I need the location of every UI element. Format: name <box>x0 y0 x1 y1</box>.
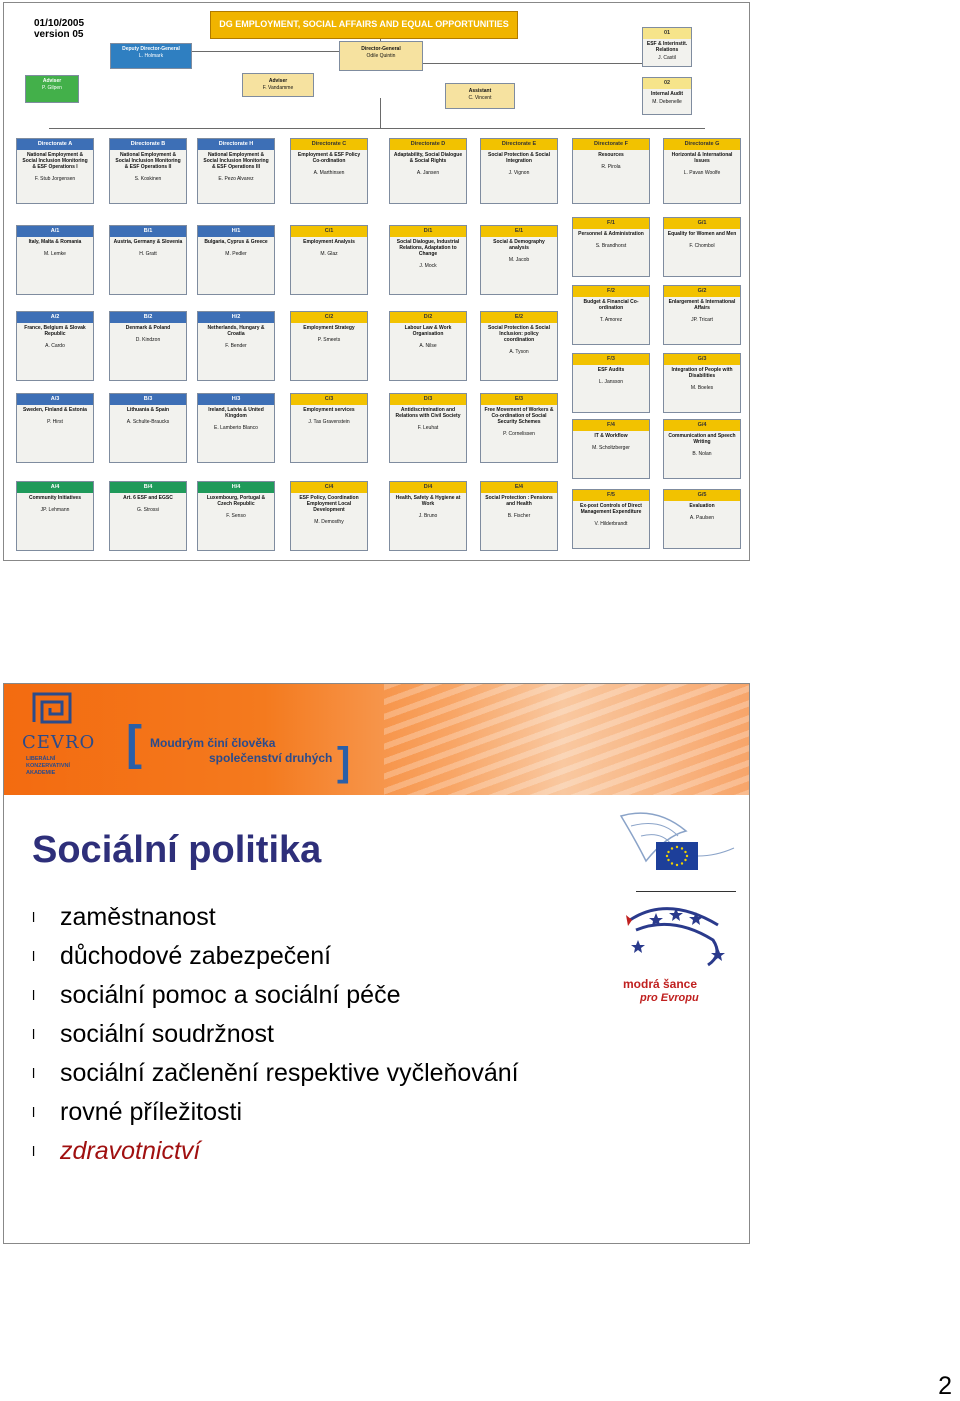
adviser-mid-title: Adviser <box>268 78 288 84</box>
unit-box <box>109 311 187 381</box>
unit-box <box>197 393 275 463</box>
partner-logo-line-2: pro Evropu <box>640 992 699 1004</box>
bullet-marker: l <box>32 1065 36 1081</box>
directorate-box <box>572 138 650 204</box>
unit-person: A. Tyson <box>509 349 529 355</box>
unit-person: A. Cardo <box>45 343 65 349</box>
unit-title: ESF Audits <box>597 367 625 373</box>
unit-person: A. Paulsen <box>689 515 715 521</box>
unit-title: Evaluation <box>689 503 715 509</box>
unit-01-code: 01 <box>643 28 691 39</box>
deputy-dg-box <box>110 43 192 69</box>
directorate-box <box>663 138 741 204</box>
unit-person: F. Leuhat <box>417 425 439 431</box>
unit-title: Denmark & Poland <box>125 325 171 331</box>
unit-box <box>572 217 650 277</box>
unit-person: J. Tas Gravenstein <box>308 419 350 425</box>
bullet-item <box>32 937 519 976</box>
unit-box <box>109 393 187 463</box>
directorate-title: National Employment & Social Inclusion Monitoring & ESF Operations II <box>115 152 181 170</box>
unit-box <box>389 225 467 295</box>
bullet-list <box>32 898 519 1171</box>
unit-box <box>389 393 467 463</box>
unit-person: M. Demosthy <box>314 519 344 525</box>
unit-box <box>197 481 275 551</box>
unit-box <box>290 225 368 295</box>
unit-person: JP. Tricart <box>691 317 713 323</box>
unit-box <box>16 393 94 463</box>
unit-person: A. Nilse <box>419 343 437 349</box>
directorate-box <box>389 138 467 204</box>
assistant-title: Assistant <box>468 88 492 94</box>
unit-title: Austria, Germany & Slovenia <box>113 239 183 245</box>
unit-title: Equality for Women and Men <box>667 231 737 237</box>
bullet-marker: l <box>32 1143 36 1159</box>
bullet-text: rovné příležitosti <box>60 1098 243 1126</box>
bullet-text: sociální pomoc a sociální péče <box>60 981 401 1009</box>
unit-box <box>663 419 741 479</box>
directorate-head: Directorate A <box>17 139 93 150</box>
bullet-text[interactable]: zdravotnictví <box>60 1137 201 1165</box>
director-general-box <box>339 41 423 71</box>
unit-title: Employment Strategy <box>303 325 355 331</box>
directorate-person: A. Jansen <box>416 170 440 176</box>
directorate-head: Directorate B <box>110 139 186 150</box>
unit-title: Ireland, Latvia & United Kingdom <box>208 407 264 419</box>
unit-title: Italy, Malta & Romania <box>28 239 82 245</box>
unit-box <box>572 353 650 413</box>
unit-box <box>109 481 187 551</box>
unit-title: Social & Demography analysis <box>493 239 545 251</box>
unit-box <box>290 481 368 551</box>
unit-title: Labour Law & Work Organisation <box>404 325 452 337</box>
directorate-title: Resources <box>598 152 624 158</box>
cevro-logo-name: CEVRO <box>22 732 96 753</box>
logo-divider <box>636 891 736 892</box>
unit-person: B. Fischer <box>507 513 531 519</box>
directorate-title: National Employment & Social Inclusion Monitoring & ESF Operations I <box>22 152 88 170</box>
unit-box <box>197 311 275 381</box>
unit-box <box>572 285 650 345</box>
unit-person: G. Strossi <box>137 507 159 513</box>
unit-head: F/5 <box>573 490 649 501</box>
chart-date: 01/10/2005 <box>34 18 85 29</box>
unit-head: D/2 <box>390 312 466 323</box>
unit-box <box>16 311 94 381</box>
motto-line-1: Moudrým činí člověka <box>150 736 276 750</box>
unit-head: A/1 <box>17 226 93 237</box>
unit-01-box <box>642 27 692 67</box>
unit-head: C/3 <box>291 394 367 405</box>
unit-box <box>663 489 741 549</box>
unit-head: D/1 <box>390 226 466 237</box>
unit-title: Personnel & Administration <box>578 231 644 237</box>
unit-title: Netherlands, Hungary & Croatia <box>207 325 265 337</box>
unit-box <box>290 311 368 381</box>
unit-head: B/4 <box>110 482 186 493</box>
unit-head: F/2 <box>573 286 649 297</box>
unit-01-person: J. Castil <box>658 55 676 61</box>
unit-02-title: Internal Audit <box>650 91 684 97</box>
unit-box <box>480 393 558 463</box>
directorate-head: Directorate F <box>573 139 649 150</box>
unit-head: H/1 <box>198 226 274 237</box>
directorate-head: Directorate H <box>198 139 274 150</box>
unit-person: M. Pedler <box>225 251 247 257</box>
unit-01-title: ESF & Interinstit. Relations <box>646 41 688 53</box>
unit-person: P. Hirst <box>47 419 63 425</box>
directorate-box <box>197 138 275 204</box>
directorate-title: Adaptability, Social Dialogue & Social Rights <box>393 152 463 164</box>
slide-title: Sociální politika <box>32 829 322 871</box>
unit-title: Communication and Speech Writing <box>668 433 736 445</box>
unit-head: G/4 <box>664 420 740 431</box>
bullet-item <box>32 976 519 1015</box>
unit-title: Budget & Financial Co-ordination <box>583 299 639 311</box>
unit-box <box>480 481 558 551</box>
unit-head: G/2 <box>664 286 740 297</box>
cevro-logo <box>4 684 124 795</box>
unit-box <box>480 311 558 381</box>
unit-title: Social Protection & Social Inclusion: policy coordination <box>488 325 550 343</box>
unit-box <box>572 419 650 479</box>
unit-box <box>197 225 275 295</box>
adviser-left-person: P. Gilpen <box>42 85 62 91</box>
unit-head: E/2 <box>481 312 557 323</box>
directorate-person: F. Stub Jorgensen <box>34 176 76 182</box>
bullet-text: sociální soudržnost <box>60 1020 275 1048</box>
unit-box <box>389 311 467 381</box>
unit-title: Employment services <box>303 407 355 413</box>
unit-title: France, Belgium & Slovak Republic <box>24 325 86 337</box>
version-info <box>34 18 84 40</box>
unit-head: D/4 <box>390 482 466 493</box>
directorate-title: Horizontal & International Issues <box>671 152 733 164</box>
directorate-box <box>480 138 558 204</box>
bullet-item <box>32 898 519 937</box>
directorate-head: Directorate C <box>291 139 367 150</box>
unit-box <box>16 481 94 551</box>
bullet-marker: l <box>32 1026 36 1042</box>
unit-head: B/1 <box>110 226 186 237</box>
unit-person: B. Nolan <box>692 451 712 457</box>
unit-person: T. Amorez <box>599 317 623 323</box>
unit-02-code: 02 <box>643 78 691 89</box>
motto-bracket-left: [ <box>126 717 142 770</box>
unit-person: F. Senso <box>226 513 246 519</box>
unit-title: Health, Safety & Hygiene at Work <box>395 495 461 507</box>
unit-head: A/3 <box>17 394 93 405</box>
unit-02-person: M. Debenelle <box>652 99 682 105</box>
unit-person: JP. Lehmann <box>40 507 70 513</box>
org-chart-slide <box>3 2 750 561</box>
directorate-person: R. Pirola <box>601 164 621 170</box>
unit-title: Employment Analysis <box>303 239 355 245</box>
cevro-logo-subtitle <box>26 756 70 777</box>
unit-person: J. Bruno <box>418 513 438 519</box>
unit-title: Ex-post Controls of Direct Management Expenditure <box>580 503 642 515</box>
unit-person: F. Chombol <box>689 243 715 249</box>
page-number: 2 <box>938 1372 952 1400</box>
unit-title: Integration of People with Disabilities <box>671 367 733 379</box>
bullet-marker: l <box>32 909 36 925</box>
unit-person: P. Cornelissen <box>503 431 535 437</box>
dg-title: DG EMPLOYMENT, SOCIAL AFFAIRS AND EQUAL OPPORTUNITIES <box>210 11 518 39</box>
european-parliament-logo <box>616 806 741 894</box>
unit-head: C/4 <box>291 482 367 493</box>
bullet-marker: l <box>32 987 36 1003</box>
unit-title: Art. 6 ESF and EGSC <box>123 495 173 501</box>
unit-box <box>572 489 650 549</box>
unit-title: Social Protection : Pensions and Health <box>485 495 553 507</box>
unit-head: E/3 <box>481 394 557 405</box>
unit-title: Antidiscrimination and Relations with Civil Society <box>395 407 461 419</box>
unit-head: F/4 <box>573 420 649 431</box>
directorate-title: Employment & ESF Policy Co-ordination <box>297 152 361 164</box>
bullet-text: zaměstnanost <box>60 903 216 931</box>
directorate-head: Directorate D <box>390 139 466 150</box>
unit-head: D/3 <box>390 394 466 405</box>
unit-head: H/3 <box>198 394 274 405</box>
unit-head: G/5 <box>664 490 740 501</box>
unit-title: Luxembourg, Portugal & Czech Republic <box>206 495 266 507</box>
unit-title: ESF Policy, Coordination Employment Local Development <box>299 495 359 513</box>
connector-line <box>399 63 644 64</box>
stairs-photo <box>384 684 749 795</box>
unit-person: L. Jansson <box>598 379 624 385</box>
bullet-item <box>32 1093 519 1132</box>
unit-02-box <box>642 77 692 115</box>
unit-head: H/4 <box>198 482 274 493</box>
connector-line <box>49 128 705 129</box>
directorate-head: Directorate E <box>481 139 557 150</box>
unit-person: D. Kindzon <box>135 337 161 343</box>
directorate-title: Social Protection & Social Integration <box>488 152 550 164</box>
unit-title: Social Dialogue, Industrial Relations, Adaptation to Change <box>396 239 460 257</box>
unit-title: Sweden, Finland & Estonia <box>23 407 87 413</box>
unit-person: M. Boeles <box>690 385 714 391</box>
unit-head: C/1 <box>291 226 367 237</box>
directorate-head: Directorate G <box>664 139 740 150</box>
unit-person: P. Smeets <box>317 337 341 343</box>
unit-title: Community Initiatives <box>29 495 81 501</box>
unit-head: G/3 <box>664 354 740 365</box>
chart-version: version 05 <box>34 29 84 40</box>
deputy-person: L. Holmark <box>138 53 164 59</box>
partner-logo-line-1: modrá šance <box>623 977 698 991</box>
unit-head: B/3 <box>110 394 186 405</box>
motto-line-2: společenství druhých <box>209 751 333 765</box>
unit-title: Lithuania & Spain <box>126 407 170 413</box>
unit-person: E. Lamberto Blanco <box>214 425 258 431</box>
unit-box <box>389 481 467 551</box>
unit-box <box>663 217 741 277</box>
unit-head: C/2 <box>291 312 367 323</box>
logo-sub-line: LIBERÁLNÍ <box>26 756 56 762</box>
dg-person: Odile Quintin <box>366 53 396 59</box>
assistant-person: C. Vincent <box>468 95 492 101</box>
unit-head: B/2 <box>110 312 186 323</box>
assistant-box <box>445 83 515 109</box>
unit-box <box>663 353 741 413</box>
directorate-box <box>109 138 187 204</box>
unit-person: F. Bender <box>225 343 247 349</box>
logo-sub-line: AKADEMIE <box>26 770 56 776</box>
directorate-title: National Employment & Social Inclusion Monitoring & ESF Operations III <box>203 152 269 170</box>
connector-line <box>380 98 381 128</box>
unit-head: A/2 <box>17 312 93 323</box>
bullet-item <box>32 1054 519 1093</box>
unit-title: Enlargement & International Affairs <box>668 299 736 311</box>
adviser-mid-person: F. Vandamme <box>262 85 294 91</box>
directorate-box <box>16 138 94 204</box>
directorate-person: J. Vignon <box>508 170 530 176</box>
logo-sub-line: KONZERVATIVNÍ <box>26 763 71 769</box>
bullet-item <box>32 1015 519 1054</box>
directorate-person: E. Pezo Alvarez <box>218 176 254 182</box>
unit-head: G/1 <box>664 218 740 229</box>
social-policy-slide <box>3 683 750 1244</box>
deputy-title: Deputy Director-General <box>122 46 180 52</box>
adviser-mid-box <box>242 73 314 97</box>
adviser-left-title: Adviser <box>42 78 62 84</box>
header-banner <box>4 684 749 795</box>
unit-person: M. Jacob <box>508 257 530 263</box>
bullet-marker: l <box>32 948 36 964</box>
unit-head: A/4 <box>17 482 93 493</box>
unit-head: E/4 <box>481 482 557 493</box>
dg-box-title: Director-General <box>361 46 401 52</box>
unit-person: M. Lemke <box>44 251 66 257</box>
directorate-person: S. Koskinen <box>134 176 162 182</box>
cevro-meander-icon <box>32 692 72 724</box>
connector-line <box>191 51 361 52</box>
directorate-person: L. Pavan Woolfe <box>683 170 721 176</box>
unit-head: F/1 <box>573 218 649 229</box>
unit-box <box>109 225 187 295</box>
unit-person: J. Mock <box>419 263 437 269</box>
unit-person: S. Brandhorst <box>595 243 627 249</box>
unit-person: A. Schulte-Braucks <box>126 419 170 425</box>
bullet-marker: l <box>32 1104 36 1120</box>
bullet-item-link[interactable] <box>32 1132 519 1171</box>
bullet-text: sociální začlenění respektive vyčleňování <box>60 1059 519 1087</box>
unit-title: Free Movement of Workers & Co-ordination of Social Security Schemes <box>484 407 554 425</box>
directorate-person: A. Marthinsen <box>313 170 345 176</box>
directorate-box <box>290 138 368 204</box>
unit-title: IT & Workflow <box>594 433 628 439</box>
unit-head: E/1 <box>481 226 557 237</box>
unit-person: M. Scholtzberger <box>592 445 630 451</box>
unit-person: V. Hilderbrandt <box>594 521 628 527</box>
adviser-left-box <box>25 75 79 103</box>
bullet-text: důchodové zabezpečení <box>60 942 332 970</box>
unit-box <box>290 393 368 463</box>
unit-person: M. Glaz <box>320 251 338 257</box>
unit-box <box>16 225 94 295</box>
unit-person: H. Gratt <box>139 251 157 257</box>
unit-head: H/2 <box>198 312 274 323</box>
unit-title: Bulgaria, Cyprus & Greece <box>204 239 268 245</box>
motto-bracket-right: ] <box>337 740 351 784</box>
unit-box <box>663 285 741 345</box>
unit-box <box>480 225 558 295</box>
unit-head: F/3 <box>573 354 649 365</box>
